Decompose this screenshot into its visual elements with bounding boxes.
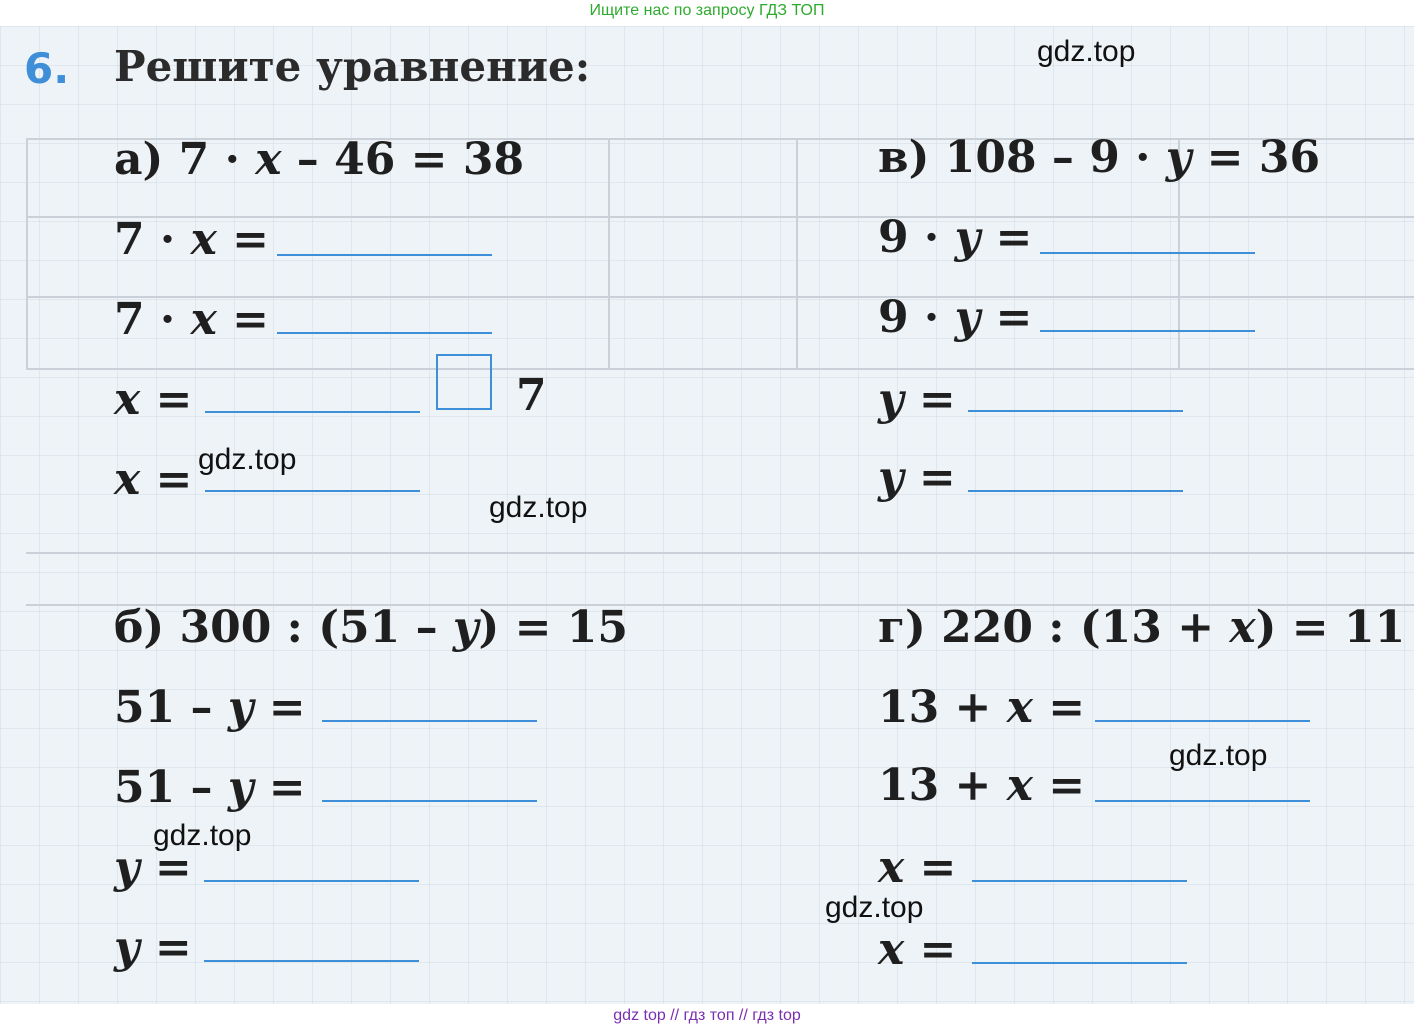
background-grid-strip (26, 552, 1414, 606)
exercise-number: 6. (24, 44, 70, 93)
answer-line-g-4[interactable] (972, 962, 1187, 964)
answer-line-v-3[interactable] (968, 410, 1183, 412)
answer-line-g-1[interactable] (1095, 720, 1310, 722)
answer-line-g-2[interactable] (1095, 800, 1310, 802)
exercise-title: Решите уравнение: (114, 42, 591, 91)
answer-line-a-4[interactable] (205, 490, 420, 492)
step-v-4: y = (878, 452, 956, 503)
answer-line-b-1[interactable] (322, 720, 537, 722)
step-g-2: 13 + x = (878, 760, 1086, 811)
step-a-4: x = (114, 454, 193, 505)
step-v-3: y = (878, 374, 956, 425)
watermark: gdz.top (1037, 35, 1136, 68)
equation-v: в) 108 – 9 · y = 36 (878, 132, 1321, 183)
answer-line-b-3[interactable] (204, 880, 419, 882)
step-a-1: 7 · x = (114, 214, 269, 265)
answer-box-a[interactable] (436, 354, 492, 410)
step-b-1: 51 – y = (114, 682, 306, 733)
box-divisor-a: 7 (516, 370, 547, 421)
answer-line-v-2[interactable] (1040, 330, 1255, 332)
watermark: gdz.top (825, 891, 924, 924)
header-note: Ищите нас по запросу ГДЗ ТОП (589, 2, 825, 19)
step-a-2: 7 · x = (114, 294, 269, 345)
answer-line-b-2[interactable] (322, 800, 537, 802)
step-v-1: 9 · y = (878, 212, 1033, 263)
watermark: gdz.top (153, 819, 252, 852)
answer-line-a-2[interactable] (277, 332, 492, 334)
step-g-3: x = (878, 842, 957, 893)
equation-a: а) 7 · x – 46 = 38 (114, 134, 525, 185)
answer-line-a-3[interactable] (205, 411, 420, 413)
watermark: gdz.top (1169, 739, 1268, 772)
step-b-2: 51 – y = (114, 762, 306, 813)
footer-note: gdz top // гдз топ // гдз top (613, 1007, 801, 1024)
step-b-3: y = (114, 842, 192, 893)
answer-line-v-1[interactable] (1040, 252, 1255, 254)
answer-line-g-3[interactable] (972, 880, 1187, 882)
watermark: gdz.top (489, 491, 588, 524)
step-g-1: 13 + x = (878, 682, 1086, 733)
step-a-3: x = (114, 374, 193, 425)
equation-g: г) 220 : (13 + x) = 11 (878, 602, 1406, 653)
answer-line-b-4[interactable] (204, 960, 419, 962)
step-g-4: x = (878, 924, 957, 975)
equation-b: б) 300 : (51 – y) = 15 (114, 602, 629, 653)
answer-line-v-4[interactable] (968, 490, 1183, 492)
answer-line-a-1[interactable] (277, 254, 492, 256)
step-b-4: y = (114, 922, 192, 973)
step-v-2: 9 · y = (878, 292, 1033, 343)
watermark: gdz.top (198, 443, 297, 476)
